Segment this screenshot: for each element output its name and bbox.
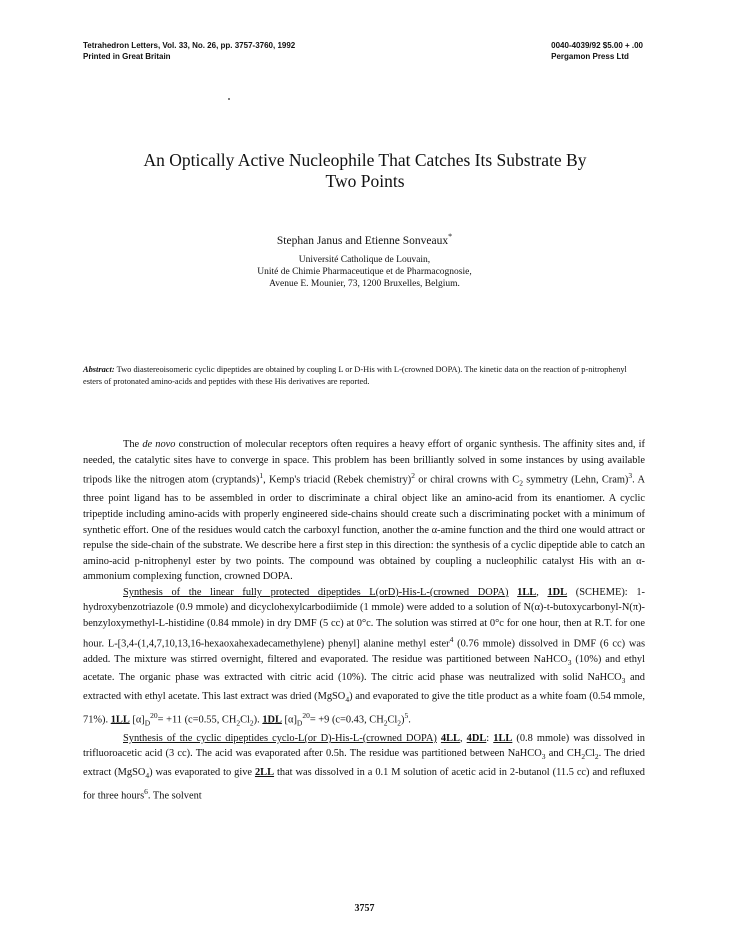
title-line-2: Two Points [325, 171, 405, 191]
compound-1ll-start: 1LL [493, 732, 513, 744]
affiliation [0, 254, 729, 290]
cyclic-synthesis-heading: Synthesis of the cyclic dipeptides cyclo-L(or D)-His-L-(crowned DOPA) [123, 732, 437, 744]
title-line-1: An Optically Active Nucleophile That Catches Its Substrate By [143, 150, 587, 170]
body-text [83, 437, 645, 804]
compound-1ll-rotation: 1LL [110, 714, 130, 726]
journal-citation: Tetrahedron Letters, Vol. 33, No. 26, pp. 3757-3760, 1992 [83, 41, 296, 50]
reference-1: 1 [259, 471, 264, 481]
compound-1dl-rotation: 1DL [262, 714, 282, 726]
compound-4dl: 4DL [466, 732, 487, 744]
corresponding-author-mark: * [448, 232, 453, 241]
printed-location: Printed in Great Britain [83, 52, 171, 61]
reference-5: 5 [404, 710, 409, 720]
abstract-text: Two diastereoisomeric cyclic dipeptides are obtained by coupling L or D-His with L-(crowned DOPA). The kinetic data on the reaction of p-nitrophenyl esters of protonated amino-acids and peptides with these His derivatives are reported. [83, 365, 627, 386]
publisher-header [551, 40, 643, 62]
abstract [83, 364, 643, 388]
page-number: 3757 [354, 903, 375, 914]
abstract-label: Abstract: [83, 365, 115, 374]
reference-6: 6 [144, 786, 148, 796]
price-code: 0040-4039/92 $5.00 + .00 [551, 41, 643, 50]
compound-4ll: 4LL [440, 732, 460, 744]
author-list [0, 232, 729, 247]
affiliation-line-1: Université Catholique de Louvain, [298, 255, 431, 265]
paragraph-cyclic-synthesis: Synthesis of the cyclic dipeptides cyclo-L(or D)-His-L-(crowned DOPA) 4LL, 4DL: 1LL (0.8 mmole) was dissolved in trifluoroacetic acid (3 cc). The acid was evaporated after 0.5h. The residue was partitioned between NaHCO$_3$ and $CH_2Cl_2$. The dried extract (MgSO$_4$) was evaporated to give 2LL that was dissolved in a 0.1 M solution of acetic acid in 2-butanol (11.5 cc) and refluxed for three hours$^6$. The solvent [83, 732, 645, 802]
compound-1ll: 1LL [517, 586, 537, 598]
de-novo-term: de novo [142, 439, 176, 450]
affiliation-line-2: Unité de Chimie Pharmaceutique et de Pharmacognosie, [257, 267, 472, 277]
journal-header [83, 40, 295, 62]
compound-2ll: 2LL [254, 767, 275, 779]
compound-1dl: 1DL [547, 586, 568, 598]
stray-dot [228, 98, 230, 100]
reference-3: 3 [628, 471, 633, 481]
publisher-name: Pergamon Press Ltd [551, 52, 629, 61]
paper-title [80, 150, 650, 192]
affiliation-line-3: Avenue E. Mounier, 73, 1200 Bruxelles, Belgium. [269, 279, 460, 289]
linear-synthesis-heading: Synthesis of the linear fully protected dipeptides L(orD)-His-L-(crowned DOPA) [123, 586, 509, 598]
paragraph-intro: The de novo construction of molecular receptors often requires a heavy effort of organic synthesis. The affinity sites and, if needed, the catalytic sites have to converge in space. This problem has been brilliantly solved in some instances by using available tripods like the nitrogen atom (cryptands)$^1$, Kemp's triacid (Rebek chemistry)$^2$ or chiral crowns with $C_2$ symmetry (Lehn, Cram)$^3$. A three point ligand has to be assembled in order to discriminate a chiral object like an amino-acid from its enantiomer. A cyclic tripeptide including amino-acids with properly engineered side-chains should create such a discriminating pocket with a minimum of synthetic effort. One of the residues would catch the carboxyl function, another the α-amine function and the third one would attract or repulse the side-chain of the substrate. We describe here a first step in this direction: the synthesis of a cyclic dipeptide able to catch an amino-acid p-nitrophenyl ester by two points. The compound was obtained by coupling a nucleophilic catalyst His with an α-ammonium complexing function, crowned DOPA. [83, 439, 645, 583]
paragraph-linear-synthesis: Synthesis of the linear fully protected dipeptides L(orD)-His-L-(crowned DOPA) 1LL, 1DL (SCHEME): 1-hydroxybenzotriazole (0.9 mmole) and dicyclohexylcarbodiimide (1 mmole) were added to a solution of N(α)-t-butoxycarbonyl-N(π)-benzyloxymethyl-L-histidine (0.84 mmole) in dry DMF (5 cc) at 0°c. The solution was stirred at 0°c for one hour, then at R.T. for one hour. L-[3,4-(1,4,7,10,13,16-hexaoxahexadecamethylene) phenyl] alanine methyl ester$^4$ (0.76 mmole) dissolved in DMF (6 cc) was added. The mixture was stirred overnight, filtered and evaporated. The residue was partitioned between NaHCO$_3$ (10%) and ethyl acetate. The organic phase was extracted with citric acid (10%). The citric acid phase was neutralized with solid NaHCO$_3$ and extracted with ethyl acetate. This last extract was dried (MgSO$_4$) and evaporated to give the title product as a white foam (0.54 mmole, 71%). 1LL $[\alpha]_D^{20}= +11$ (c=0.55, $CH_2Cl_2$). 1DL $[\alpha]_D^{20}= +9$ (c=0.43, $CH_2Cl_2)^5$. [83, 586, 646, 728]
reference-4: 4 [449, 634, 454, 644]
reference-2: 2 [411, 471, 415, 481]
author-names: Stephan Janus and Etienne Sonveaux [276, 234, 449, 247]
